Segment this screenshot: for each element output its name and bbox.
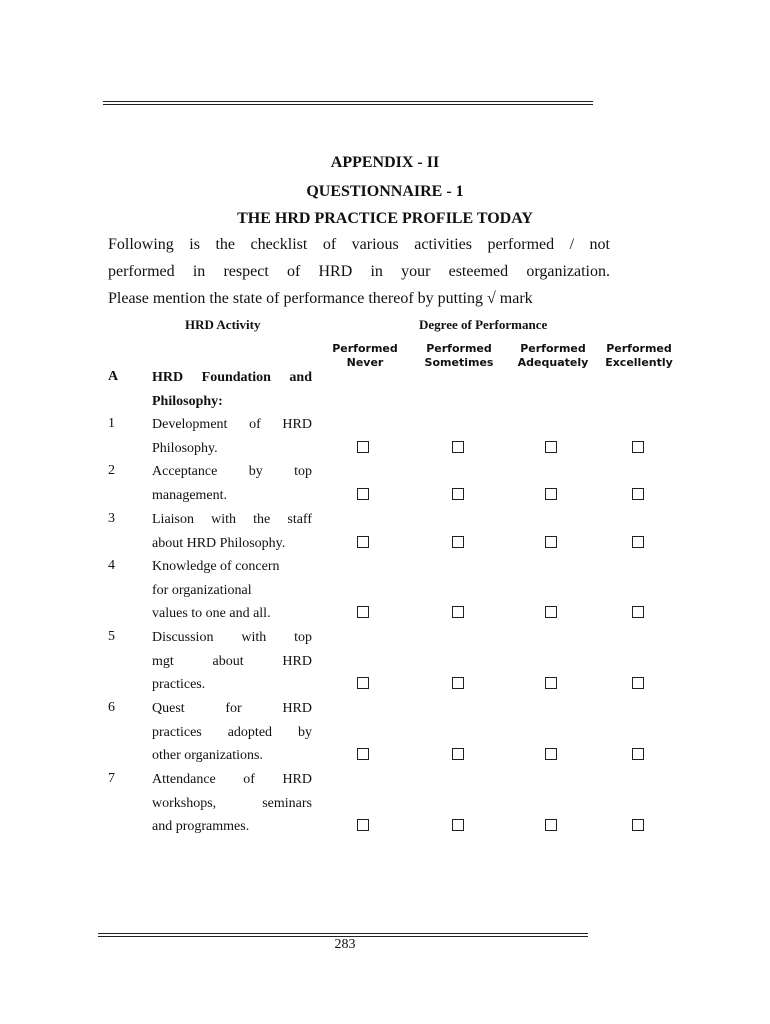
hrd-activity-header: HRD Activity — [185, 317, 261, 332]
item-text-line: for organizational — [152, 583, 252, 598]
checkbox-excellently[interactable] — [632, 536, 644, 548]
item-text-line: about HRD Philosophy. — [152, 536, 286, 551]
intro-line-1: Following is the checklist of various activities performed / not — [108, 236, 610, 253]
intro-line-2: performed in respect of HRD in your esteemed organization. — [108, 263, 610, 280]
level-never-line2: Never — [346, 356, 384, 369]
checkbox-adequately[interactable] — [545, 536, 557, 548]
checkbox-excellently[interactable] — [632, 748, 644, 760]
section-label: A — [108, 369, 119, 384]
checkbox-never[interactable] — [357, 536, 369, 548]
item-text-line: values to one and all. — [152, 606, 271, 621]
item-text-line: Knowledge of concern — [152, 559, 280, 574]
item-number: 6 — [108, 700, 115, 715]
checkbox-excellently[interactable] — [632, 677, 644, 689]
checkbox-never[interactable] — [357, 748, 369, 760]
level-header-sometimes — [414, 342, 504, 370]
checkbox-excellently[interactable] — [632, 819, 644, 831]
checkbox-adequately[interactable] — [545, 441, 557, 453]
item-number: 3 — [108, 511, 115, 526]
checkbox-never[interactable] — [357, 606, 369, 618]
item-number: 2 — [108, 463, 115, 478]
item-text-line: mgt about HRD — [152, 654, 312, 669]
level-never-line1: Performed — [332, 342, 398, 355]
page-number: 283 — [334, 937, 356, 952]
item-text-line: Discussion with top — [152, 630, 312, 645]
checkbox-never[interactable] — [357, 441, 369, 453]
checkbox-sometimes[interactable] — [452, 677, 464, 689]
checkbox-adequately[interactable] — [545, 748, 557, 760]
checkbox-adequately[interactable] — [545, 819, 557, 831]
level-sometimes-line2: Sometimes — [424, 356, 494, 369]
checkbox-excellently[interactable] — [632, 488, 644, 500]
checkbox-sometimes[interactable] — [452, 488, 464, 500]
checkbox-never[interactable] — [357, 819, 369, 831]
checkbox-never[interactable] — [357, 677, 369, 689]
item-number: 7 — [108, 771, 115, 786]
checkbox-sometimes[interactable] — [452, 536, 464, 548]
level-excellently-line2: Excellently — [605, 356, 673, 369]
item-text-line: Acceptance by top — [152, 464, 312, 479]
level-adequately-line2: Adequately — [517, 356, 589, 369]
checkbox-adequately[interactable] — [545, 606, 557, 618]
checkbox-adequately[interactable] — [545, 677, 557, 689]
checkbox-excellently[interactable] — [632, 441, 644, 453]
questionnaire-title: QUESTIONNAIRE - 1 — [306, 183, 464, 200]
item-text-line: Attendance of HRD — [152, 772, 312, 787]
checkbox-adequately[interactable] — [545, 488, 557, 500]
top-rule — [103, 101, 593, 105]
profile-title: THE HRD PRACTICE PROFILE TODAY — [237, 210, 533, 227]
level-excellently-line1: Performed — [606, 342, 672, 355]
checkbox-excellently[interactable] — [632, 606, 644, 618]
checkbox-sometimes[interactable] — [452, 748, 464, 760]
item-text-line: Liaison with the staff — [152, 512, 312, 527]
item-text-line: Development of HRD — [152, 417, 312, 432]
section-title-line-1: HRD Foundation and — [152, 370, 312, 385]
degree-of-performance-header: Degree of Performance — [419, 317, 548, 332]
item-text-line: and programmes. — [152, 819, 250, 834]
item-number: 1 — [108, 416, 115, 431]
checkbox-sometimes[interactable] — [452, 819, 464, 831]
level-sometimes-line1: Performed — [426, 342, 492, 355]
item-text-line: Quest for HRD — [152, 701, 312, 716]
item-text-line: other organizations. — [152, 748, 263, 763]
level-adequately-line1: Performed — [520, 342, 586, 355]
level-header-excellently — [594, 342, 684, 370]
item-text-line: workshops, seminars — [152, 796, 312, 811]
checkbox-sometimes[interactable] — [452, 441, 464, 453]
level-header-adequately — [508, 342, 598, 370]
item-number: 5 — [108, 629, 115, 644]
level-header-never — [320, 342, 410, 370]
item-text-line: management. — [152, 488, 228, 503]
section-title-line-2: Philosophy: — [152, 394, 223, 409]
item-text-line: practices. — [152, 677, 206, 692]
checkbox-sometimes[interactable] — [452, 606, 464, 618]
intro-line-3: Please mention the state of performance thereof by putting √ mark — [108, 290, 533, 307]
appendix-title: APPENDIX - II — [330, 154, 440, 171]
item-text-line: practices adopted by — [152, 725, 312, 740]
item-number: 4 — [108, 558, 115, 573]
checkbox-never[interactable] — [357, 488, 369, 500]
item-text-line: Philosophy. — [152, 441, 218, 456]
